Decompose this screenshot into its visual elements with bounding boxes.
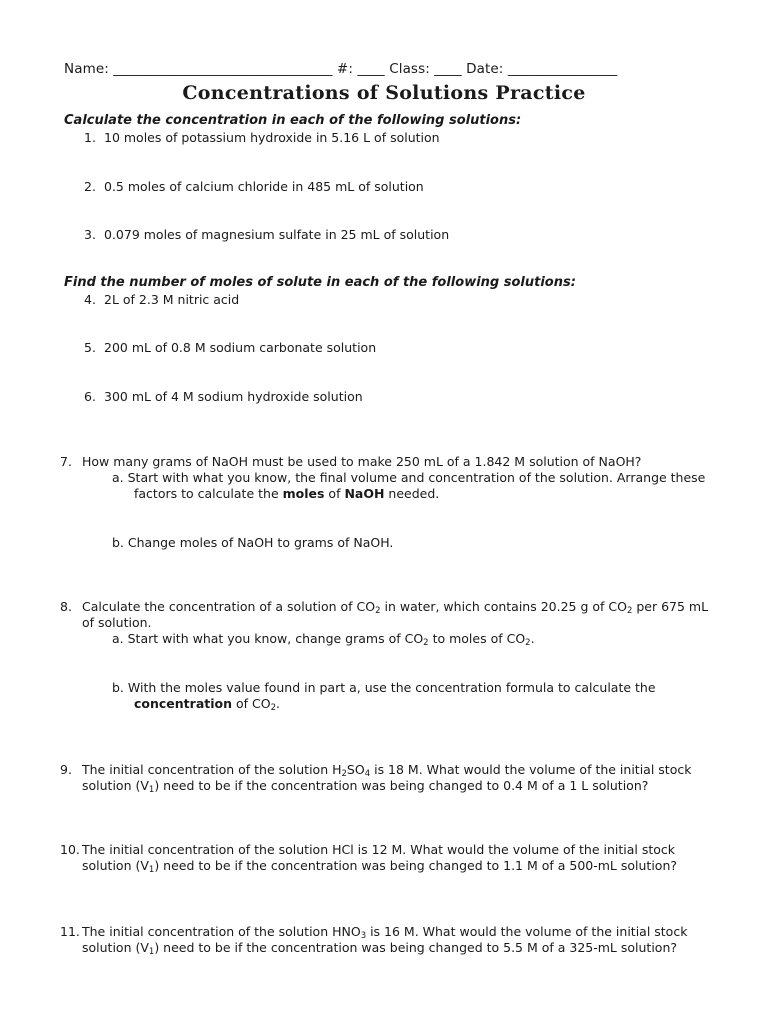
bold-naoh: NaOH bbox=[344, 486, 385, 501]
question-number: 2. bbox=[84, 179, 96, 194]
text-fragment: The initial concentration of the solution HNO bbox=[82, 924, 361, 939]
text-fragment: is 18 M. What would the volume of the initial stock bbox=[370, 762, 692, 777]
subscript: 1 bbox=[148, 947, 155, 957]
subscript: 4 bbox=[364, 769, 371, 779]
question-number: 10. bbox=[60, 842, 80, 857]
question-number: 11. bbox=[60, 924, 80, 939]
page-title: Concentrations of Solutions Practice bbox=[182, 82, 586, 104]
question-10 bbox=[60, 842, 675, 857]
subscript: 3 bbox=[360, 931, 367, 941]
text-fragment: solution (V bbox=[82, 778, 149, 793]
question-6 bbox=[84, 389, 363, 404]
question-5 bbox=[84, 340, 376, 355]
subscript: 2 bbox=[270, 703, 276, 713]
text-fragment: solution (V bbox=[82, 940, 149, 955]
question-8a bbox=[112, 631, 535, 646]
question-number: 4. bbox=[84, 292, 96, 307]
subscript: 2 bbox=[341, 769, 347, 779]
question-10-line2 bbox=[82, 858, 677, 873]
name-label: Name: bbox=[64, 61, 109, 77]
question-3 bbox=[84, 227, 449, 242]
text-fragment: of bbox=[324, 486, 345, 501]
question-4 bbox=[84, 292, 239, 307]
text-fragment: per 675 mL bbox=[632, 599, 709, 614]
text-fragment: a. Start with what you know, change grams of CO bbox=[112, 631, 424, 646]
text-fragment: in water, which contains 20.25 g of CO bbox=[380, 599, 627, 614]
text-fragment: to moles of CO bbox=[428, 631, 526, 646]
subscript: 2 bbox=[375, 606, 381, 616]
question-7a-line2 bbox=[134, 486, 439, 501]
question-number: 1. bbox=[84, 130, 96, 145]
question-number: 9. bbox=[60, 762, 72, 777]
section2-instruction: Find the number of moles of solute in each of the following solutions: bbox=[64, 275, 576, 290]
question-9-line2 bbox=[82, 778, 648, 793]
question-7a-line1: a. Start with what you know, the final volume and concentration of the solution. Arrange these bbox=[112, 470, 706, 485]
subscript: 2 bbox=[626, 606, 633, 616]
question-11-line2 bbox=[82, 940, 677, 955]
question-number: 6. bbox=[84, 389, 96, 404]
subscript: 2 bbox=[423, 638, 429, 648]
subscript: 1 bbox=[148, 865, 155, 875]
question-text: 200 mL of 0.8 M sodium carbonate solution bbox=[104, 340, 377, 355]
question-text: 0.079 moles of magnesium sulfate in 25 mL of solution bbox=[104, 227, 450, 242]
text-fragment: factors to calculate the bbox=[134, 486, 283, 501]
question-8-line2: of solution. bbox=[82, 615, 152, 630]
class-label: Class: bbox=[389, 61, 430, 77]
section1-instruction: Calculate the concentration in each of the following solutions: bbox=[64, 113, 522, 128]
text-fragment: . bbox=[276, 696, 280, 711]
text-fragment: solution (V bbox=[82, 858, 149, 873]
question-number: 5. bbox=[84, 340, 96, 355]
question-7 bbox=[60, 454, 641, 469]
question-number: 7. bbox=[60, 454, 72, 469]
question-text: How many grams of NaOH must be used to make 250 mL of a 1.842 M solution of NaOH? bbox=[82, 454, 642, 469]
date-label: Date: bbox=[466, 61, 504, 77]
question-text: 0.5 moles of calcium chloride in 485 mL of solution bbox=[104, 179, 424, 194]
question-8 bbox=[60, 599, 708, 614]
number-label: #: bbox=[336, 61, 353, 77]
text-fragment: The initial concentration of the solution HCl is 12 M. What would the volume of the initial stock bbox=[82, 842, 676, 857]
text-fragment: The initial concentration of the solution H bbox=[82, 762, 342, 777]
question-8b-line2 bbox=[134, 696, 280, 711]
text-fragment: ) need to be if the concentration was being changed to 5.5 M of a 325-mL solution? bbox=[154, 940, 678, 955]
subscript: 2 bbox=[525, 638, 531, 648]
date-blank: ________________ bbox=[507, 61, 618, 77]
question-2 bbox=[84, 179, 424, 194]
question-1 bbox=[84, 130, 440, 145]
question-text: 300 mL of 4 M sodium hydroxide solution bbox=[104, 389, 363, 404]
question-text: 2L of 2.3 M nitric acid bbox=[104, 292, 240, 307]
subscript: 1 bbox=[148, 785, 155, 795]
question-8b-line1: b. With the moles value found in part a, use the concentration formula to calculate the bbox=[112, 680, 656, 695]
question-number: 3. bbox=[84, 227, 96, 242]
bold-concentration: concentration bbox=[134, 696, 233, 711]
header-line bbox=[64, 61, 617, 77]
class-blank: ____ bbox=[434, 61, 462, 77]
question-number: 8. bbox=[60, 599, 72, 614]
question-9 bbox=[60, 762, 691, 777]
text-fragment: ) need to be if the concentration was being changed to 1.1 M of a 500-mL solution? bbox=[154, 858, 678, 873]
number-blank: ____ bbox=[357, 61, 385, 77]
text-fragment: needed. bbox=[384, 486, 440, 501]
text-fragment: is 16 M. What would the volume of the initial stock bbox=[366, 924, 688, 939]
question-7b: b. Change moles of NaOH to grams of NaOH. bbox=[112, 535, 394, 550]
text-fragment: Calculate the concentration of a solution of CO bbox=[82, 599, 376, 614]
text-fragment: . bbox=[530, 631, 535, 646]
text-fragment: ) need to be if the concentration was being changed to 0.4 M of a 1 L solution? bbox=[154, 778, 649, 793]
bold-moles: moles bbox=[282, 486, 325, 501]
question-text: 10 moles of potassium hydroxide in 5.16 L of solution bbox=[104, 130, 440, 145]
text-fragment: of CO bbox=[232, 696, 271, 711]
question-11 bbox=[60, 924, 687, 939]
text-fragment: SO bbox=[346, 762, 365, 777]
name-blank: ________________________________ bbox=[113, 61, 333, 77]
